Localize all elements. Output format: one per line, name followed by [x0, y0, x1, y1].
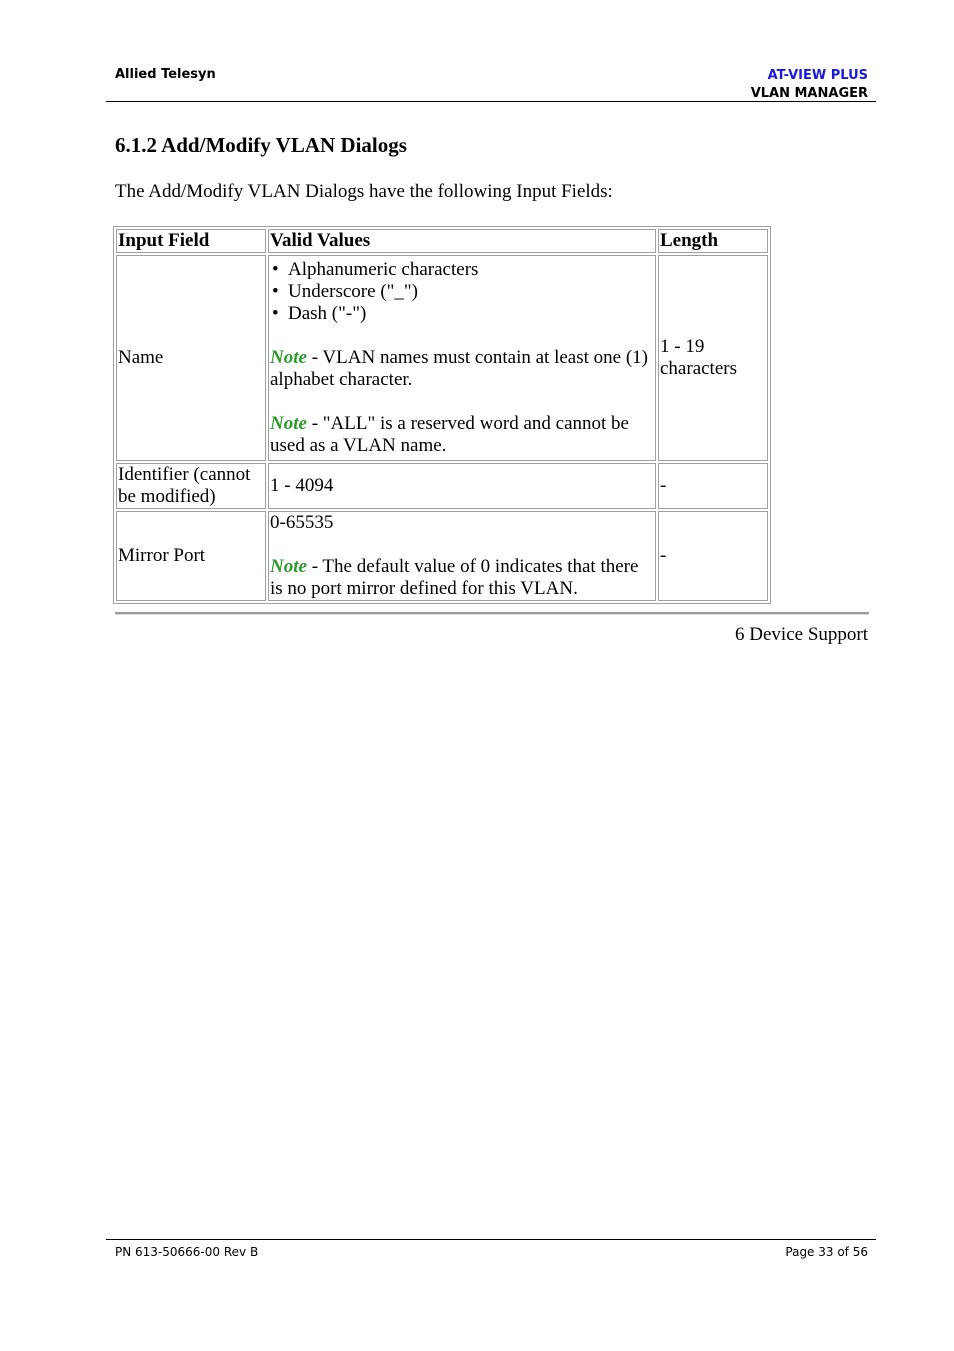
column-header-input-field: Input Field	[116, 229, 266, 253]
list-item: • Dash ("-")	[270, 303, 654, 325]
cell-length-mirror-port: -	[658, 511, 768, 601]
company-name: Allied Telesyn	[115, 67, 216, 82]
length-unit: characters	[660, 358, 737, 379]
page-number: Page 33 of 56	[785, 1245, 868, 1259]
note-text: - "ALL" is a reserved word and cannot be used as a VLAN name.	[270, 413, 629, 456]
section-divider	[115, 612, 869, 615]
cell-field-name: Name	[116, 255, 266, 461]
column-header-valid-values: Valid Values	[268, 229, 656, 253]
list-item: • Underscore ("_")	[270, 281, 654, 303]
note-paragraph	[270, 556, 654, 600]
product-name: AT-VIEW PLUS	[767, 68, 868, 83]
section-intro: The Add/Modify VLAN Dialogs have the following Input Fields:	[115, 181, 613, 202]
note-label: Note	[270, 347, 307, 368]
value-range: 0-65535	[270, 512, 334, 533]
section-title: 6.1.2 Add/Modify VLAN Dialogs	[115, 133, 407, 157]
note-paragraph	[270, 347, 654, 391]
module-name: VLAN MANAGER	[750, 86, 868, 101]
note-text: - VLAN names must contain at least one (1) alphabet character.	[270, 347, 648, 390]
allowed-characters-list	[270, 259, 654, 325]
parent-section-link[interactable]: 6 Device Support	[735, 624, 868, 645]
table-row-mirror-port	[116, 511, 768, 601]
part-number: PN 613-50666-00 Rev B	[115, 1245, 259, 1259]
length-range: 1 - 19	[660, 336, 705, 357]
cell-field-identifier: Identifier (cannot be modified)	[116, 463, 266, 509]
note-label: Note	[270, 413, 307, 434]
note-paragraph	[270, 413, 654, 457]
table-row-name	[116, 255, 768, 461]
cell-valid-values-name	[268, 255, 656, 461]
table-row-identifier	[116, 463, 768, 509]
column-header-length: Length	[658, 229, 768, 253]
cell-length-identifier: -	[658, 463, 768, 509]
cell-length-name	[658, 255, 768, 461]
cell-field-mirror-port: Mirror Port	[116, 511, 266, 601]
cell-valid-values-identifier: 1 - 4094	[268, 463, 656, 509]
cell-valid-values-mirror-port	[268, 511, 656, 601]
list-item: • Alphanumeric characters	[270, 259, 654, 281]
note-label: Note	[270, 556, 307, 577]
input-fields-table	[113, 226, 771, 604]
footer-divider	[106, 1239, 876, 1240]
header-divider	[106, 101, 876, 102]
header-product-block	[751, 67, 868, 103]
table-header-row	[116, 229, 768, 253]
note-text: - The default value of 0 indicates that there is no port mirror defined for this VLAN.	[270, 556, 639, 599]
